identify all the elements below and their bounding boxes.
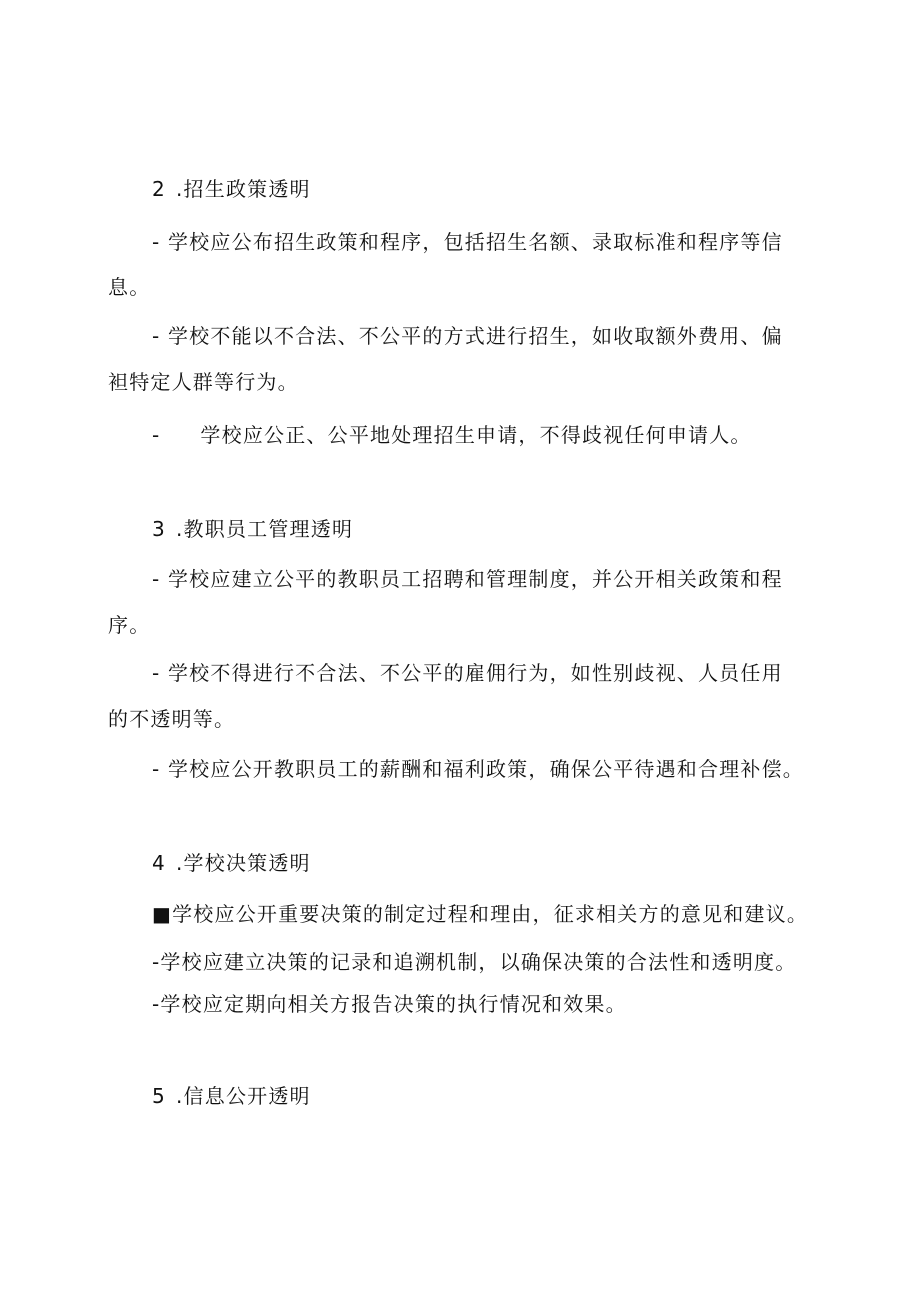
section-number: 3 <box>152 517 166 541</box>
bullet-marker: - <box>152 423 161 447</box>
section-3-item-1-line-2: 序。 <box>108 613 151 637</box>
section-3-item-2-line-2: 的不透明等。 <box>108 707 236 731</box>
item-text: 学校应公正、公平地处理招生申请，不得歧视任何申请人。 <box>200 423 752 447</box>
section-4-item-2: -学校应建立决策的记录和追溯机制，以确保决策的合法性和透明度。 <box>152 950 797 974</box>
section-number: 4 <box>152 851 166 875</box>
section-title: .教职员工管理透明 <box>176 517 354 541</box>
section-4-item-3: -学校应定期向相关方报告决策的执行情况和效果。 <box>152 992 627 1016</box>
section-4-heading <box>152 849 311 877</box>
section-number: 5 <box>152 1084 166 1108</box>
section-3-item-3: - 学校应公开教职员工的薪酬和福利政策，确保公平待遇和合理补偿。 <box>152 757 804 781</box>
section-3-item-2-line-1: - 学校不得进行不合法、不公平的雇佣行为，如性别歧视、人员任用 <box>152 661 783 685</box>
section-2-item-1-line-1: - 学校应公布招生政策和程序，包括招生名额、录取标准和程序等信 <box>152 230 783 254</box>
section-2-item-3 <box>152 421 752 449</box>
section-2-item-1-line-2: 息。 <box>108 275 151 299</box>
section-3-item-1-line-1: - 学校应建立公平的教职员工招聘和管理制度，并公开相关政策和程 <box>152 567 783 591</box>
section-2-item-2-line-2: 袒特定人群等行为。 <box>108 370 299 394</box>
section-title: .学校决策透明 <box>176 851 311 875</box>
section-title: .招生政策透明 <box>176 177 311 201</box>
section-4-item-1: ■学校应公开重要决策的制定过程和理由，征求相关方的意见和建议。 <box>152 902 809 926</box>
section-2-item-2-line-1: - 学校不能以不合法、不公平的方式进行招生，如收取额外费用、偏 <box>152 324 783 348</box>
section-number: 2 <box>152 177 166 201</box>
section-2-heading <box>152 175 311 203</box>
section-5-heading <box>152 1082 311 1110</box>
section-3-heading <box>152 515 353 543</box>
section-title: .信息公开透明 <box>176 1084 311 1108</box>
